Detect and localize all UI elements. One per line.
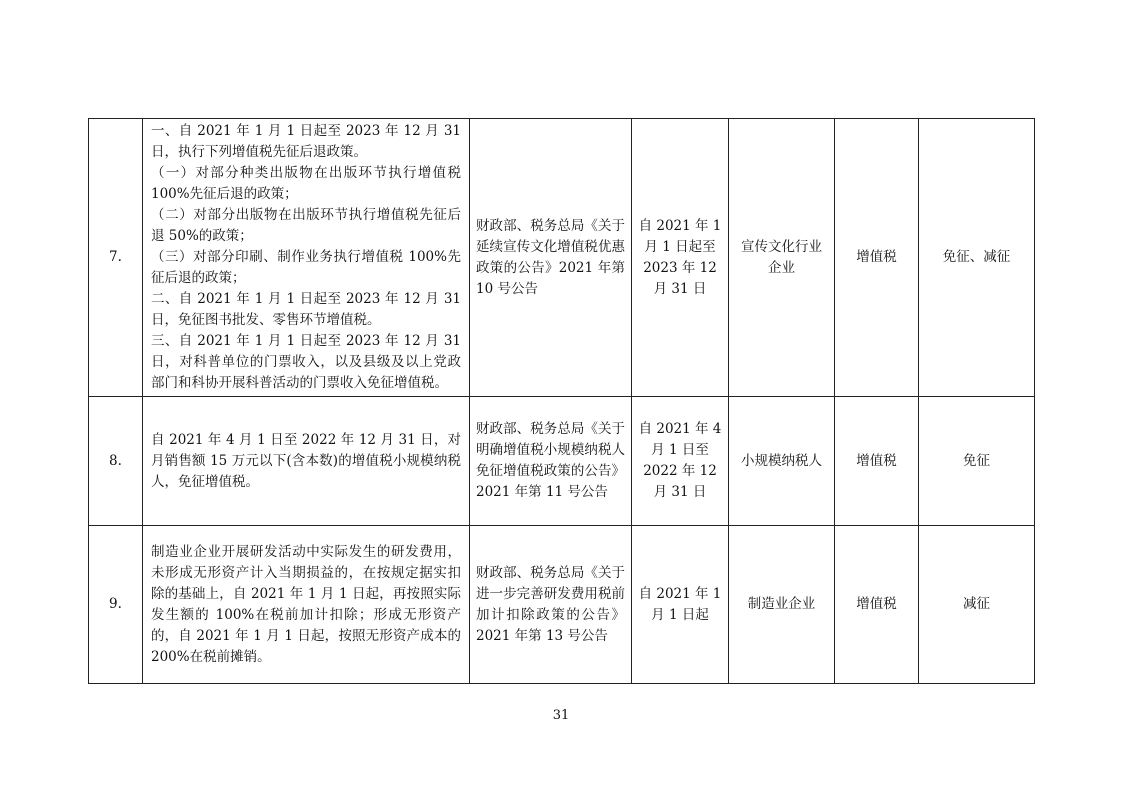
- effective-period: 自 2021 年 1 月 1 日起: [632, 526, 729, 684]
- tax-type: 增值税: [835, 119, 919, 397]
- content-line: 二、自 2021 年 1 月 1 日起至 2023 年 12 月 31 日，免征图书批发、零售环节增值税。: [151, 291, 461, 328]
- content-line: 三、自 2021 年 1 月 1 日起至 2023 年 12 月 31 日，对科普单位的门票收入，以及县级及以上党政部门和科协开展科普活动的门票收入免征增值税。: [151, 333, 461, 391]
- tax-type: 增值税: [835, 397, 919, 526]
- row-index: 7.: [89, 119, 143, 397]
- table-row-7: [89, 119, 1035, 397]
- tax-type: 增值税: [835, 526, 919, 684]
- content-line: （三）对部分印刷、制作业务执行增值税 100%先征后退的政策；: [151, 249, 461, 286]
- relief-method: 免征: [919, 397, 1035, 526]
- policy-content: [143, 119, 470, 397]
- relief-method: 免征、减征: [919, 119, 1035, 397]
- policy-basis: 财政部、税务总局《关于延续宣传文化增值税优惠政策的公告》2021 年第 10 号公告: [470, 119, 632, 397]
- content-line: 制造业企业开展研发活动中实际发生的研发费用，未形成无形资产计入当期损益的，在按规定据实扣除的基础上，自 2021 年 1 月 1 日起，再按照实际发生额的 100%在税前加计扣除；形成无形资产的，自 2021 年 1 月 1 日起，按照无形资产成本的 200%在税前摊销。: [151, 543, 461, 665]
- row-index: 8.: [89, 397, 143, 526]
- content-line: （二）对部分出版物在出版环节执行增值税先征后退 50%的政策；: [151, 207, 461, 244]
- effective-period: 自 2021 年 4 月 1 日至 2022 年 12 月 31 日: [632, 397, 729, 526]
- policy-content: [143, 397, 470, 526]
- effective-period: 自 2021 年 1 月 1 日起至 2023 年 12 月 31 日: [632, 119, 729, 397]
- relief-method: 减征: [919, 526, 1035, 684]
- content-line: 自 2021 年 4 月 1 日至 2022 年 12 月 31 日，对月销售额 15 万元以下(含本数)的增值税小规模纳税人，免征增值税。: [151, 431, 461, 490]
- policy-basis: 财政部、税务总局《关于进一步完善研发费用税前加计扣除政策的公告》2021 年第 13 号公告: [470, 526, 632, 684]
- content-line: 一、自 2021 年 1 月 1 日起至 2023 年 12 月 31 日，执行下列增值税先征后退政策。: [151, 123, 461, 160]
- applicable-target: 宣传文化行业企业: [729, 119, 835, 397]
- applicable-target: 制造业企业: [729, 526, 835, 684]
- row-index: 9.: [89, 526, 143, 684]
- page-number: 31: [552, 708, 570, 723]
- policy-basis: 财政部、税务总局《关于明确增值税小规模纳税人免征增值税政策的公告》2021 年第 11 号公告: [470, 397, 632, 526]
- content-line: （一）对部分种类出版物在出版环节执行增值税 100%先征后退的政策；: [151, 165, 461, 202]
- table-row-8: [89, 397, 1035, 526]
- table-row-9: [89, 526, 1035, 684]
- policy-content: [143, 526, 470, 684]
- applicable-target: 小规模纳税人: [729, 397, 835, 526]
- policy-table: [88, 118, 1035, 684]
